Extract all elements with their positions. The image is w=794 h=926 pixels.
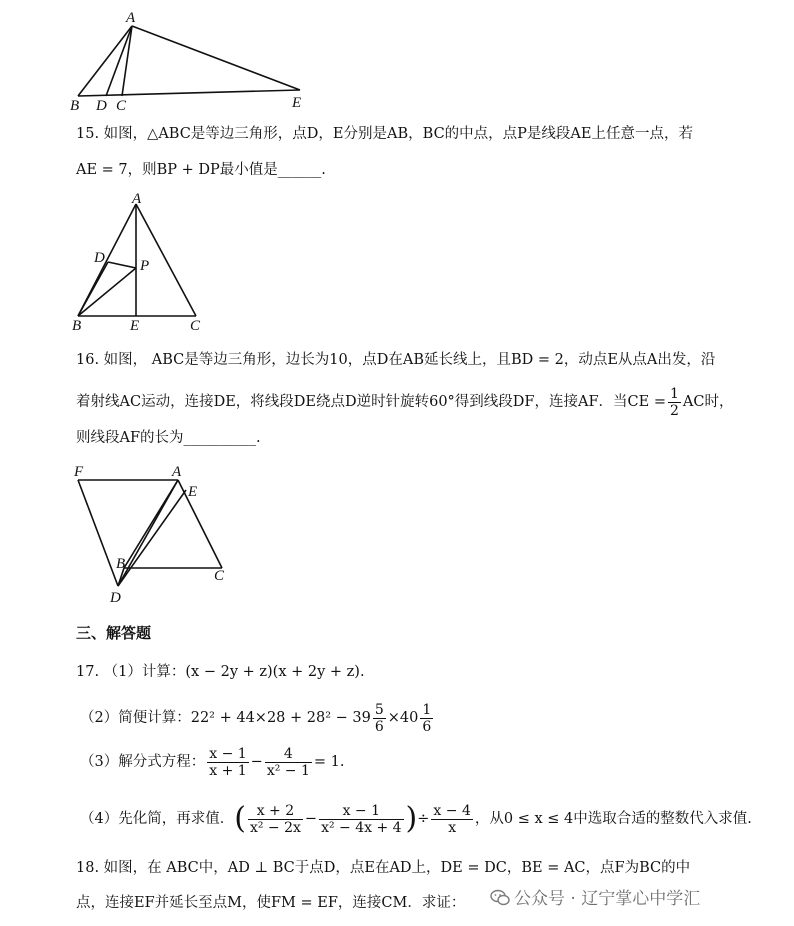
fraction-numerator: 1: [422, 701, 432, 718]
fraction-denominator: 6: [422, 718, 432, 735]
q17-p4-fraction-2: [319, 803, 403, 836]
q16-line3: 则线段AF的长为__________.: [76, 430, 261, 446]
section-title: 三、解答题: [76, 624, 152, 642]
right-paren: ): [405, 801, 418, 836]
fraction-numerator: x − 1: [319, 803, 403, 820]
label-B: B: [70, 98, 80, 114]
fraction-denominator: 2: [669, 402, 679, 419]
label-D: D: [94, 250, 105, 266]
q17-part2-mid: ×40: [387, 710, 419, 726]
q17-part3-end: = 1.: [313, 754, 345, 770]
q16-fraction: [668, 386, 681, 419]
label-D: D: [110, 590, 121, 606]
q17-p2-fraction-1: [373, 702, 386, 735]
q17-p4-fraction-3: [431, 803, 472, 836]
watermark-text: 公众号 · 辽宁掌心中学汇: [514, 889, 701, 909]
q15-line1: 15. 如图，△ABC是等边三角形，点D，E分别是AB，BC的中点，点P是线段AE上任意一点，若: [76, 126, 693, 142]
fraction-numerator: 4: [265, 746, 312, 763]
label-B: B: [72, 318, 82, 334]
fraction-denominator: x: [448, 819, 457, 836]
q17-p4-fraction-1: [248, 803, 303, 836]
q16-line1: 16. 如图， ABC是等边三角形，边长为10，点D在AB延长线上，且BD = 2，动点E从点A出发，沿: [76, 352, 716, 368]
fraction-numerator: 1: [669, 385, 679, 402]
q17-part2: [80, 698, 435, 738]
q17-part3-minus: −: [250, 754, 263, 770]
fraction-numerator: 5: [374, 701, 384, 718]
q17-part4-text: （4）先化简，再求值．: [80, 811, 235, 827]
label-D: D: [96, 98, 107, 114]
fraction-denominator: 6: [374, 718, 384, 735]
q16-line2: [76, 382, 733, 422]
label-B: B: [116, 556, 126, 572]
q17-p3-fraction-2: [265, 746, 312, 779]
label-P: P: [140, 258, 150, 274]
q18-line1: 18. 如图，在 ABC中，AD ⊥ BC于点D，点E在AD上，DE = DC，BE = AC，点F为BC的中: [76, 860, 691, 876]
label-E: E: [188, 484, 198, 500]
q17-part4: [80, 796, 752, 842]
q18-line2: 点，连接EF并延长至点M，使FM = EF，连接CM．求证：: [76, 895, 466, 911]
q17-part3: [80, 742, 344, 782]
left-paren: (: [234, 801, 246, 836]
q15-line2: AE = 7，则BP + DP最小值是______.: [76, 162, 326, 178]
q16-line2-text-a: 着射线AC运动，连接DE，将线段DE绕点D逆时针旋转60°得到线段DF，连接AF．当CE =: [76, 394, 666, 410]
q17-part4-div: ÷: [417, 811, 430, 827]
label-C: C: [190, 318, 201, 334]
label-C: C: [214, 568, 225, 584]
label-E: E: [130, 318, 140, 334]
q17-part1: 17. （1）计算：(x − 2y + z)(x + 2y + z).: [76, 664, 365, 680]
fraction-denominator: x² − 1: [266, 762, 310, 779]
label-A: A: [126, 10, 136, 26]
fraction-numerator: x + 2: [248, 803, 303, 820]
fraction-denominator: x² − 2x: [249, 819, 301, 836]
label-A: A: [172, 464, 182, 480]
figure-top: [60, 6, 320, 114]
fraction-denominator: x² − 4x + 4: [321, 819, 402, 836]
q17-part4-end: ，从0 ≤ x ≤ 4中选取合适的整数代入求值.: [474, 811, 752, 827]
watermark: [486, 882, 704, 911]
q17-p2-fraction-2: [420, 702, 433, 735]
label-F: F: [74, 464, 84, 480]
label-E: E: [292, 95, 302, 111]
q17-part3-text: （3）解分式方程：: [80, 754, 206, 770]
fraction-numerator: x − 1: [209, 745, 247, 762]
fraction-denominator: x + 1: [209, 762, 247, 779]
q17-part4-minus: −: [304, 811, 318, 827]
q17-p3-fraction-1: [207, 746, 248, 779]
q16-line2-text-b: AC时，: [682, 394, 734, 410]
q17-part2-text: （2）简便计算：22² + 44×28 + 28² − 39: [80, 710, 371, 726]
figure-q16: [66, 458, 246, 608]
figure-q15: [66, 190, 216, 335]
fraction-numerator: x − 4: [433, 802, 471, 819]
label-C: C: [116, 98, 127, 114]
wechat-icon: [490, 889, 510, 907]
label-A: A: [132, 191, 142, 207]
